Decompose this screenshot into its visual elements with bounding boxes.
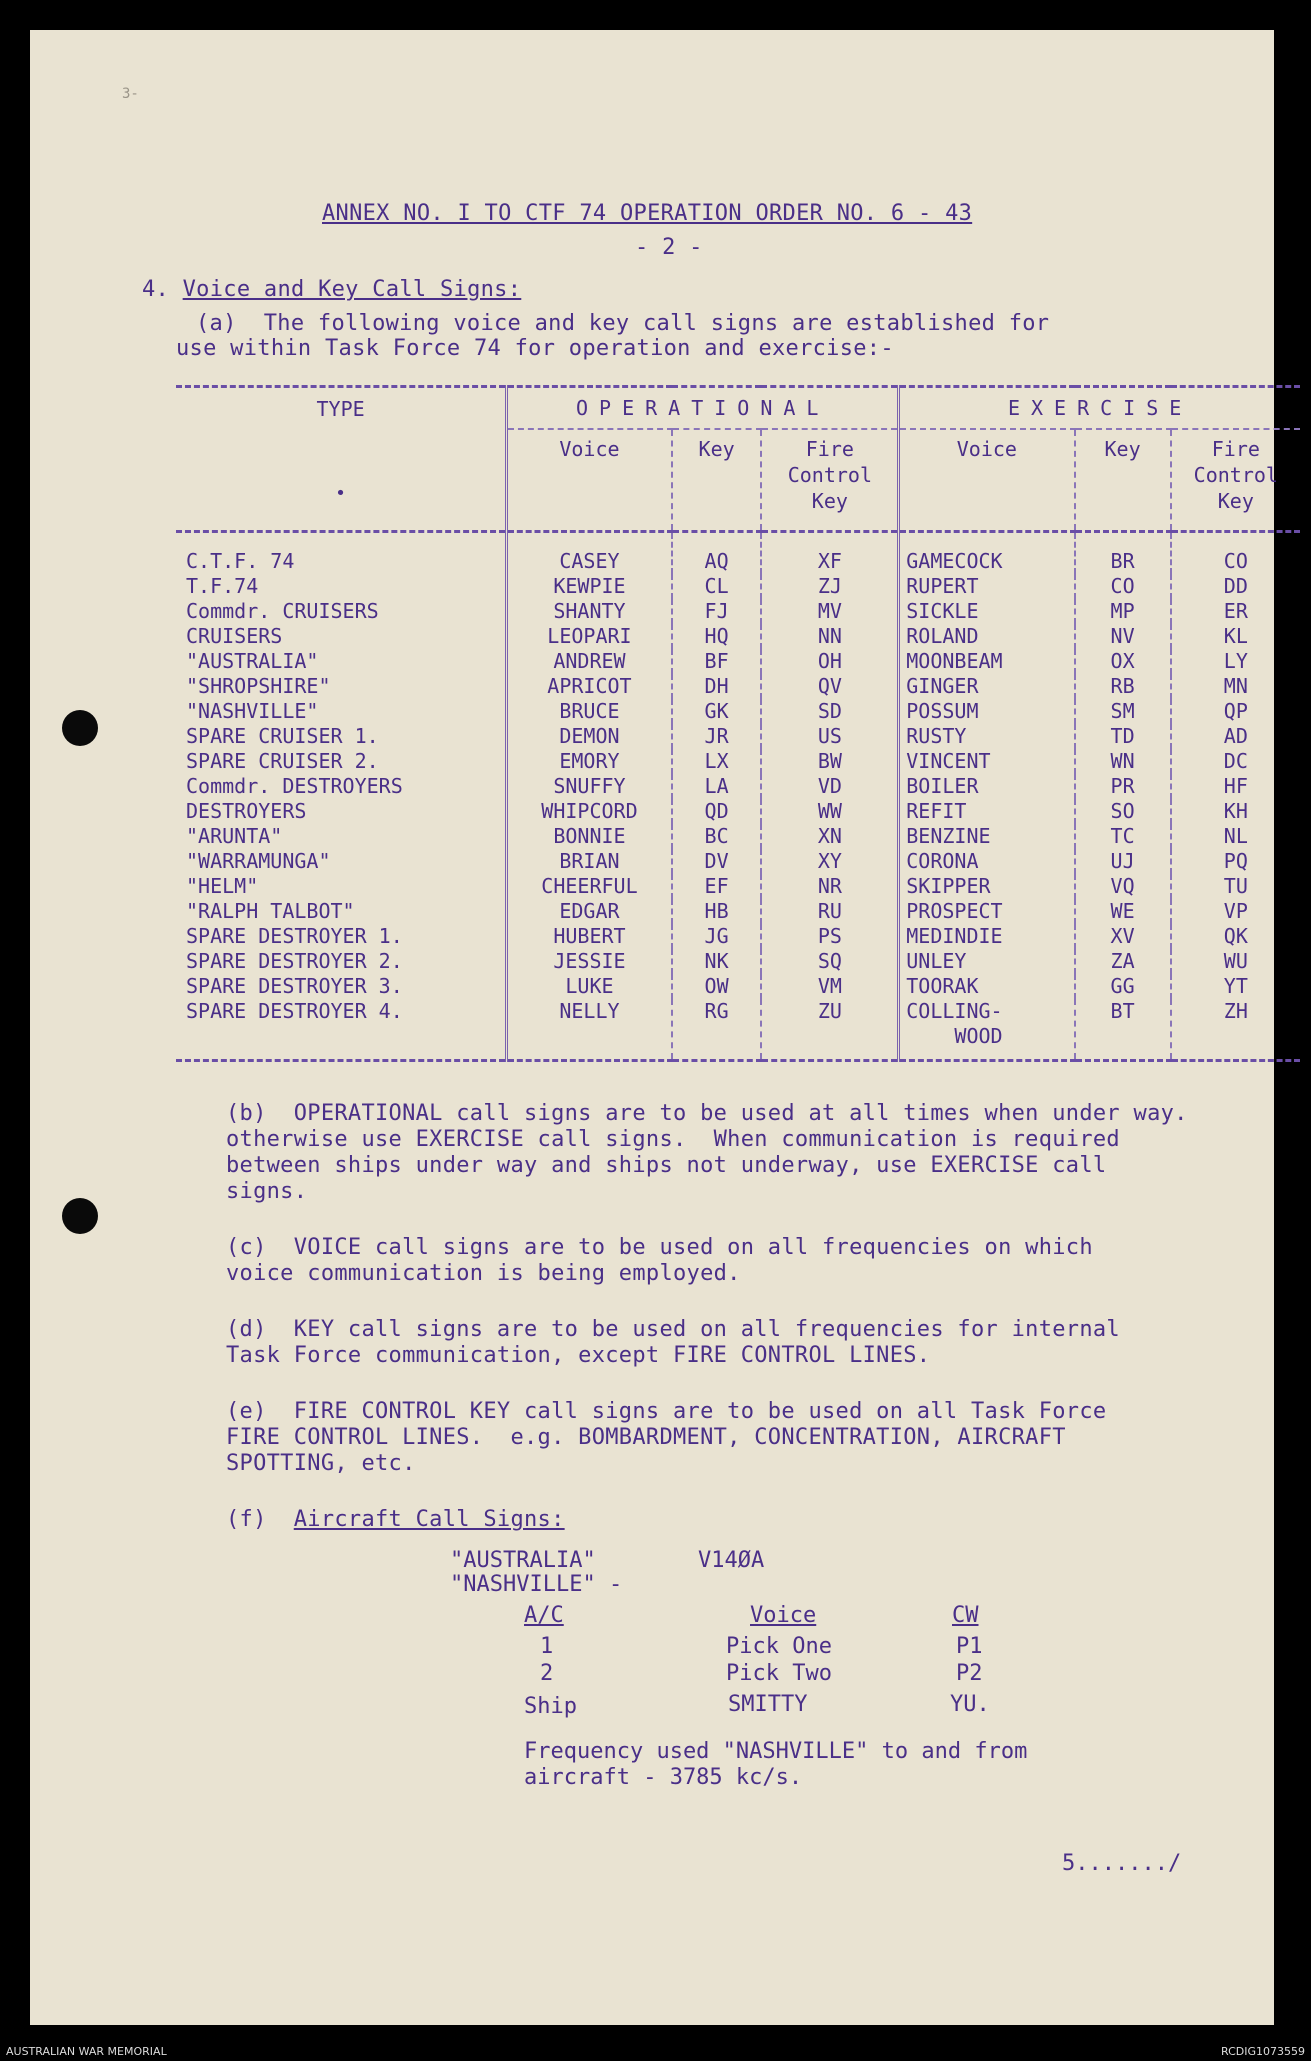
- australia-label: "AUSTRALIA": [450, 1548, 596, 1573]
- ex-key-cell: VQ: [1075, 874, 1171, 899]
- op-voice-cell: HUBERT: [507, 924, 672, 949]
- op-key-cell: RG: [672, 999, 762, 1061]
- op-key-cell: LA: [672, 774, 762, 799]
- table-row: [176, 674, 1300, 699]
- voice-cell: SMITTY: [728, 1692, 808, 1717]
- table-row: [176, 949, 1300, 974]
- para-c-line-1: (c) VOICE call signs are to be used on all frequencies on which: [226, 1235, 1093, 1260]
- ex-voice-cell: TOORAK: [899, 974, 1075, 999]
- op-voice-cell: BRUCE: [507, 699, 672, 724]
- op-key-cell: HQ: [672, 624, 762, 649]
- type-cell: CRUISERS: [186, 624, 283, 648]
- para-b-line-4: signs.: [226, 1179, 308, 1204]
- op-key-cell: AQ: [672, 532, 762, 575]
- op-fire-control-cell: NR: [761, 874, 898, 899]
- table-row: [176, 532, 1300, 575]
- ex-voice-cell: BENZINE: [899, 824, 1075, 849]
- punch-hole: [62, 1198, 98, 1234]
- ex-voice-cell: RUSTY: [899, 724, 1075, 749]
- voice-column-header: Voice: [750, 1603, 817, 1628]
- ex-key-cell: CO: [1075, 574, 1171, 599]
- table-row: [176, 999, 1300, 1061]
- ex-key-cell: RB: [1075, 674, 1171, 699]
- cw-cell: P1: [956, 1634, 983, 1659]
- op-voice-cell: CASEY: [507, 532, 672, 575]
- ex-voice-cell: SICKLE: [899, 599, 1075, 624]
- ex-fire-control-cell: KL: [1171, 624, 1300, 649]
- type-cell: Commdr. DESTROYERS: [186, 774, 403, 798]
- table-row: [176, 724, 1300, 749]
- type-cell: "WARRAMUNGA": [186, 849, 331, 873]
- table-row: [176, 974, 1300, 999]
- op-key-cell: LX: [672, 749, 762, 774]
- ex-key-cell: WN: [1075, 749, 1171, 774]
- type-cell: SPARE CRUISER 1.: [186, 724, 379, 748]
- op-voice-cell: SNUFFY: [507, 774, 672, 799]
- ex-voice-cell: BOILER: [899, 774, 1075, 799]
- exercise-header: EXERCISE: [899, 387, 1300, 430]
- cw-cell: P2: [956, 1661, 983, 1686]
- annex-title: ANNEX NO. I TO CTF 74 OPERATION ORDER NO. 6 - 43: [322, 201, 973, 226]
- para-e-line-3: SPOTTING, etc.: [226, 1451, 416, 1476]
- table-row: [176, 624, 1300, 649]
- op-key-cell: CL: [672, 574, 762, 599]
- table-row: [176, 924, 1300, 949]
- ex-key-cell: SM: [1075, 699, 1171, 724]
- type-cell: SPARE DESTROYER 3.: [186, 974, 403, 998]
- type-cell: SPARE DESTROYER 1.: [186, 924, 403, 948]
- para-d-line-1: (d) KEY call signs are to be used on all frequencies for internal: [226, 1317, 1120, 1342]
- ex-voice-cell: REFIT: [899, 799, 1075, 824]
- para-c-line-2: voice communication is being employed.: [226, 1261, 741, 1286]
- type-cell: "ARUNTA": [186, 824, 283, 848]
- op-key-cell: GK: [672, 699, 762, 724]
- op-key-cell: EF: [672, 874, 762, 899]
- para-d-line-2: Task Force communication, except FIRE CONTROL LINES.: [226, 1343, 931, 1368]
- ex-fire-control-cell: VP: [1171, 899, 1300, 924]
- ex-fire-control-cell: AD: [1171, 724, 1300, 749]
- ex-voice-cell: COLLING- WOOD: [899, 999, 1075, 1061]
- ex-fire-control-cell: LY: [1171, 649, 1300, 674]
- ex-voice-cell: VINCENT: [899, 749, 1075, 774]
- op-voice-cell: BRIAN: [507, 849, 672, 874]
- ex-voice-cell: MOONBEAM: [899, 649, 1075, 674]
- call-signs-table: [176, 385, 1300, 1062]
- table-row: [176, 774, 1300, 799]
- footer-left: AUSTRALIAN WAR MEMORIAL: [6, 2045, 167, 2058]
- table-row: [176, 874, 1300, 899]
- ex-key-cell: OX: [1075, 649, 1171, 674]
- cw-cell: YU.: [950, 1692, 990, 1717]
- table-row: [176, 749, 1300, 774]
- type-cell: T.F.74: [186, 574, 259, 598]
- operational-header: OPERATIONAL: [507, 387, 899, 430]
- ex-voice-cell: POSSUM: [899, 699, 1075, 724]
- type-cell: "RALPH TALBOT": [186, 899, 355, 923]
- op-fire-control-cell: RU: [761, 899, 898, 924]
- op-fire-control-cell: VM: [761, 974, 898, 999]
- ex-voice-cell: RUPERT: [899, 574, 1075, 599]
- op-key-cell: BF: [672, 649, 762, 674]
- document-page: [30, 30, 1278, 2025]
- ex-voice-cell: GINGER: [899, 674, 1075, 699]
- op-key-cell: NK: [672, 949, 762, 974]
- ex-key-cell: TD: [1075, 724, 1171, 749]
- ex-fire-control-cell: KH: [1171, 799, 1300, 824]
- ex-fire-control-key-header: Fire Control Key: [1171, 429, 1300, 532]
- op-fire-control-cell: PS: [761, 924, 898, 949]
- ex-key-cell: MP: [1075, 599, 1171, 624]
- op-fire-control-key-header: Fire Control Key: [761, 429, 898, 532]
- op-voice-cell: ANDREW: [507, 649, 672, 674]
- table-row: [176, 799, 1300, 824]
- frequency-line-2: aircraft - 3785 kc/s.: [524, 1765, 803, 1790]
- para-e-line-2: FIRE CONTROL LINES. e.g. BOMBARDMENT, CONCENTRATION, AIRCRAFT: [226, 1425, 1066, 1450]
- op-key-cell: OW: [672, 974, 762, 999]
- nashville-label: "NASHVILLE" -: [450, 1572, 623, 1597]
- ex-voice-header: Voice: [899, 429, 1075, 532]
- op-key-cell: QD: [672, 799, 762, 824]
- ex-voice-cell: ROLAND: [899, 624, 1075, 649]
- ex-fire-control-cell: QP: [1171, 699, 1300, 724]
- type-header: TYPE: [176, 387, 507, 430]
- ex-key-cell: SO: [1075, 799, 1171, 824]
- pencil-mark: 3-: [122, 86, 139, 102]
- ex-fire-control-cell: ZH: [1171, 999, 1300, 1061]
- op-key-cell: JR: [672, 724, 762, 749]
- op-fire-control-cell: QV: [761, 674, 898, 699]
- op-voice-cell: DEMON: [507, 724, 672, 749]
- ex-key-cell: PR: [1075, 774, 1171, 799]
- op-voice-cell: LUKE: [507, 974, 672, 999]
- footer-right: RCDIG1073559: [1220, 2045, 1305, 2058]
- op-fire-control-cell: SQ: [761, 949, 898, 974]
- op-fire-control-cell: ZU: [761, 999, 898, 1061]
- ex-voice-cell: SKIPPER: [899, 874, 1075, 899]
- australia-call-sign: V14ØA: [698, 1548, 765, 1573]
- para-f-label: (f): [226, 1507, 267, 1532]
- op-fire-control-cell: OH: [761, 649, 898, 674]
- cw-column-header: CW: [952, 1603, 979, 1628]
- table-row: [176, 574, 1300, 599]
- voice-cell: Pick One: [726, 1634, 832, 1659]
- table-row: [176, 699, 1300, 724]
- op-voice-cell: APRICOT: [507, 674, 672, 699]
- ex-key-cell: BR: [1075, 532, 1171, 575]
- voice-cell: Pick Two: [726, 1661, 832, 1686]
- para-a-line-1: (a) The following voice and key call signs are established for: [196, 311, 1050, 336]
- op-voice-cell: LEOPARI: [507, 624, 672, 649]
- op-voice-cell: SHANTY: [507, 599, 672, 624]
- op-voice-cell: EDGAR: [507, 899, 672, 924]
- frequency-line-1: Frequency used "NASHVILLE" to and from: [524, 1739, 1028, 1764]
- ac-cell: 1: [540, 1634, 554, 1659]
- para-a-line-2: use within Task Force 74 for operation and exercise:-: [176, 336, 894, 361]
- ex-fire-control-cell: NL: [1171, 824, 1300, 849]
- punch-hole: [62, 710, 98, 746]
- op-voice-cell: EMORY: [507, 749, 672, 774]
- type-cell: "SHROPSHIRE": [186, 674, 331, 698]
- section-title: Voice and Key Call Signs:: [182, 277, 522, 302]
- op-voice-cell: JESSIE: [507, 949, 672, 974]
- type-cell: "AUSTRALIA": [186, 649, 319, 673]
- op-fire-control-cell: XN: [761, 824, 898, 849]
- section-heading: [142, 276, 521, 304]
- ex-fire-control-cell: TU: [1171, 874, 1300, 899]
- op-fire-control-cell: XY: [761, 849, 898, 874]
- ex-fire-control-cell: QK: [1171, 924, 1300, 949]
- ex-fire-control-cell: DC: [1171, 749, 1300, 774]
- para-e-line-1: (e) FIRE CONTROL KEY call signs are to be used on all Task Force: [226, 1399, 1107, 1424]
- op-fire-control-cell: BW: [761, 749, 898, 774]
- type-cell: SPARE DESTROYER 4.: [176, 999, 507, 1061]
- ex-key-cell: TC: [1075, 824, 1171, 849]
- ex-fire-control-cell: ER: [1171, 599, 1300, 624]
- op-fire-control-cell: XF: [761, 532, 898, 575]
- ex-fire-control-cell: MN: [1171, 674, 1300, 699]
- op-key-cell: HB: [672, 899, 762, 924]
- type-cell: SPARE CRUISER 2.: [186, 749, 379, 773]
- op-fire-control-cell: MV: [761, 599, 898, 624]
- op-fire-control-cell: ZJ: [761, 574, 898, 599]
- op-voice-cell: KEWPIE: [507, 574, 672, 599]
- para-b-line-1: (b) OPERATIONAL call signs are to be used at all times when under way.: [226, 1101, 1188, 1126]
- ex-fire-control-cell: CO: [1171, 532, 1300, 575]
- ex-voice-cell: PROSPECT: [899, 899, 1075, 924]
- table-row: [176, 849, 1300, 874]
- ex-fire-control-cell: WU: [1171, 949, 1300, 974]
- op-key-cell: BC: [672, 824, 762, 849]
- para-b-line-2: otherwise use EXERCISE call signs. When communication is required: [226, 1127, 1120, 1152]
- op-key-cell: DV: [672, 849, 762, 874]
- type-cell: Commdr. CRUISERS: [186, 599, 379, 623]
- ex-key-cell: GG: [1075, 974, 1171, 999]
- para-f-title: Aircraft Call Signs:: [293, 1507, 565, 1532]
- op-voice-cell: BONNIE: [507, 824, 672, 849]
- continuation-marker: 5......./: [1062, 1851, 1182, 1876]
- op-voice-header: Voice: [507, 429, 672, 532]
- op-fire-control-cell: US: [761, 724, 898, 749]
- op-key-header: Key: [672, 429, 762, 532]
- page-number: - 2 -: [635, 235, 703, 260]
- op-voice-cell: CHEERFUL: [507, 874, 672, 899]
- ac-cell: Ship: [524, 1694, 577, 1719]
- ac-cell: 2: [540, 1661, 554, 1686]
- type-header-spacer: •: [176, 429, 507, 532]
- op-voice-cell: WHIPCORD: [507, 799, 672, 824]
- ex-key-cell: WE: [1075, 899, 1171, 924]
- type-cell: "HELM": [186, 874, 259, 898]
- ex-key-cell: ZA: [1075, 949, 1171, 974]
- type-cell: DESTROYERS: [186, 799, 307, 823]
- ex-voice-cell: GAMECOCK: [899, 532, 1075, 575]
- op-voice-cell: NELLY: [507, 999, 672, 1061]
- para-f-heading: [226, 1506, 565, 1534]
- op-fire-control-cell: NN: [761, 624, 898, 649]
- ex-key-cell: BT: [1075, 999, 1171, 1061]
- para-b-line-3: between ships under way and ships not underway, use EXERCISE call: [226, 1153, 1107, 1178]
- op-key-cell: JG: [672, 924, 762, 949]
- ex-key-header: Key: [1075, 429, 1171, 532]
- section-number: 4.: [142, 277, 170, 302]
- type-cell: SPARE DESTROYER 2.: [186, 949, 403, 973]
- ex-fire-control-cell: HF: [1171, 774, 1300, 799]
- ex-fire-control-cell: DD: [1171, 574, 1300, 599]
- table-row: [176, 824, 1300, 849]
- ex-voice-cell: CORONA: [899, 849, 1075, 874]
- op-key-cell: DH: [672, 674, 762, 699]
- ac-column-header: A/C: [524, 1603, 564, 1628]
- ex-key-cell: NV: [1075, 624, 1171, 649]
- ex-voice-cell: UNLEY: [899, 949, 1075, 974]
- ex-fire-control-cell: PQ: [1171, 849, 1300, 874]
- op-fire-control-cell: VD: [761, 774, 898, 799]
- ex-fire-control-cell: YT: [1171, 974, 1300, 999]
- op-key-cell: FJ: [672, 599, 762, 624]
- type-cell: "NASHVILLE": [186, 699, 319, 723]
- type-cell: C.T.F. 74: [186, 549, 295, 573]
- ex-key-cell: XV: [1075, 924, 1171, 949]
- ex-voice-cell: MEDINDIE: [899, 924, 1075, 949]
- table-row: [176, 599, 1300, 624]
- op-fire-control-cell: WW: [761, 799, 898, 824]
- table-row: [176, 649, 1300, 674]
- table-row: [176, 899, 1300, 924]
- op-fire-control-cell: SD: [761, 699, 898, 724]
- ex-key-cell: UJ: [1075, 849, 1171, 874]
